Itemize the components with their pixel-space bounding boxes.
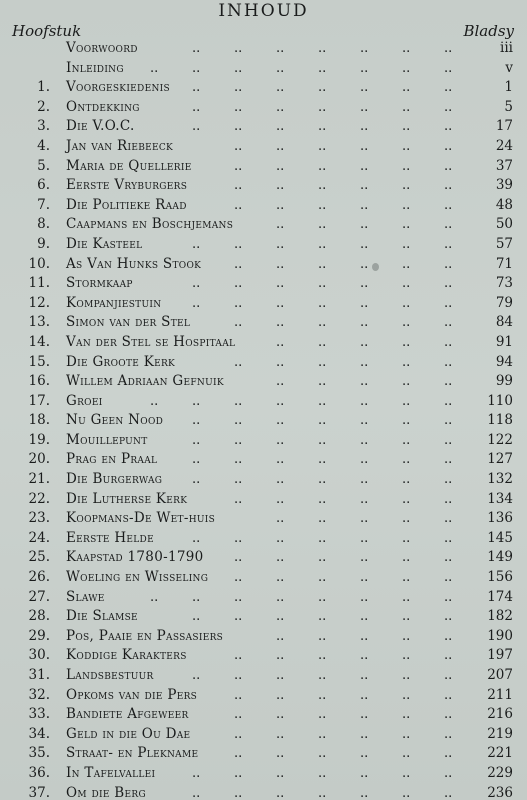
chapter-number: 25. <box>28 549 50 566</box>
dot-leader: .. .. .. .. .. .. <box>234 491 452 507</box>
page-number: 221 <box>487 745 513 762</box>
page-number: 136 <box>487 510 513 527</box>
chapter-number: 23. <box>28 510 50 527</box>
toc-row <box>0 196 527 216</box>
page-number: 236 <box>487 784 513 800</box>
page-number: 207 <box>487 667 513 683</box>
chapter-title: Inleiding <box>66 59 124 76</box>
dot-leader: .. .. .. .. .. <box>276 334 452 350</box>
chapter-number: 24. <box>28 529 50 546</box>
chapter-title: Maria de Quellerie <box>66 157 192 174</box>
dot-leader: .. .. .. .. .. .. <box>234 138 452 154</box>
chapter-number: 14. <box>28 333 50 350</box>
toc-row <box>0 450 527 470</box>
toc-row <box>0 764 527 784</box>
dot-leader: .. .. .. .. .. .. <box>234 746 452 762</box>
page-number: 118 <box>487 412 513 429</box>
dot-leader: .. .. .. .. .. .. .. <box>192 609 452 625</box>
toc-row <box>0 588 527 608</box>
dot-leader: .. .. .. .. .. .. .. <box>192 452 452 468</box>
chapter-title: Die Lutherse Kerk <box>66 490 188 507</box>
page-number: 99 <box>495 373 513 390</box>
chapter-number: 32. <box>28 686 50 703</box>
dot-leader: .. .. .. .. .. .. .. <box>192 295 452 311</box>
page-number: 132 <box>487 471 513 488</box>
chapter-title: Groei <box>66 392 103 409</box>
page-number: 79 <box>495 294 513 311</box>
toc-row <box>0 411 527 431</box>
chapter-number: 28. <box>28 608 50 625</box>
dot-leader: .. .. .. .. .. .. <box>234 726 452 742</box>
page-number: 91 <box>495 333 513 350</box>
toc-row <box>0 529 527 549</box>
dot-leader: .. .. .. .. .. .. <box>234 570 452 586</box>
chapter-title: Die Groote Kerk <box>66 353 176 370</box>
toc-row <box>0 294 527 314</box>
dot-leader: .. .. .. .. .. .. .. <box>192 472 452 488</box>
page-number: 182 <box>487 608 513 625</box>
page-number: 174 <box>487 588 513 605</box>
chapter-title: Geld in die Ou Dae <box>66 725 191 742</box>
toc-row <box>0 274 527 294</box>
page-number: 211 <box>487 686 513 703</box>
page-number: 134 <box>487 490 513 507</box>
dot-leader: .. .. .. .. .. .. .. <box>192 80 452 96</box>
page-number: 50 <box>495 216 513 233</box>
toc-row <box>0 372 527 392</box>
page-number: 37 <box>495 157 513 174</box>
chapter-number: 27. <box>28 588 50 605</box>
chapter-number: 16. <box>28 373 50 390</box>
chapter-title: Die Slamse <box>66 608 138 625</box>
paper-stain <box>372 263 379 271</box>
toc-row <box>0 176 527 196</box>
toc-row <box>0 744 527 764</box>
chapter-title: Jan van Riebeeck <box>66 137 174 154</box>
dot-leader: .. .. .. .. .. .. .. .. <box>150 393 452 409</box>
dot-leader: .. .. .. .. .. .. <box>234 550 452 566</box>
dot-leader: .. .. .. .. .. .. <box>234 707 452 723</box>
page-number: iii <box>500 40 513 56</box>
page-number: 149 <box>487 549 513 566</box>
chapter-title: Prag en Praal <box>66 451 158 468</box>
chapter-number: 6. <box>37 177 50 194</box>
chapter-number: 3. <box>37 118 50 135</box>
page-number: 39 <box>495 177 513 194</box>
dot-leader: .. .. .. .. .. .. <box>234 687 452 703</box>
dot-leader: .. .. .. .. .. <box>276 511 452 527</box>
toc-row <box>0 607 527 627</box>
chapter-title: Pos, Paaie en Passasiers <box>66 627 224 644</box>
page-number: 190 <box>487 627 513 644</box>
page-number: 94 <box>495 353 513 370</box>
chapter-title: Die Kasteel <box>66 235 143 252</box>
dot-leader: .. .. .. .. .. .. <box>234 158 452 174</box>
toc-row <box>0 137 527 157</box>
chapter-number: 15. <box>28 353 50 370</box>
dot-leader: .. .. .. .. .. .. <box>234 178 452 194</box>
chapter-number: 9. <box>37 235 50 252</box>
chapter-title: As Van Hunks Stook <box>66 255 202 272</box>
chapter-title: Koopmans-De Wet-huis <box>66 510 216 527</box>
chapter-title: Slawe <box>66 588 105 605</box>
dot-leader: .. .. .. .. .. .. .. <box>192 236 452 252</box>
chapter-number: 36. <box>28 764 50 781</box>
toc-row <box>0 98 527 118</box>
dot-leader: .. .. .. .. .. .. <box>234 354 452 370</box>
chapter-title: Landsbestuur <box>66 667 154 683</box>
dot-leader: .. .. .. .. .. <box>276 628 452 644</box>
chapter-title: Koddige Karakters <box>66 647 187 664</box>
toc-row <box>0 215 527 235</box>
chapter-column-header: Hoofstuk <box>12 22 82 40</box>
page-number: 122 <box>487 431 513 448</box>
chapter-number: 33. <box>28 706 50 723</box>
dot-leader: .. .. .. .. .. .. .. .. <box>150 589 452 605</box>
chapter-number: 31. <box>28 667 50 683</box>
toc-row <box>0 117 527 137</box>
chapter-title: Stormkaap <box>66 275 133 292</box>
chapter-title: Voorgeskiedenis <box>66 79 170 96</box>
page-number: 156 <box>487 569 513 586</box>
chapter-number: 30. <box>28 647 50 664</box>
page-number: 1 <box>504 79 513 96</box>
dot-leader: .. .. .. .. .. .. .. <box>192 413 452 429</box>
table-of-contents <box>0 39 527 800</box>
chapter-title: Woeling en Wisseling <box>66 569 209 586</box>
chapter-number: 17. <box>28 392 50 409</box>
toc-row <box>0 686 527 706</box>
chapter-title: Eerste Vryburgers <box>66 177 188 194</box>
toc-row <box>0 255 527 275</box>
dot-leader: .. .. .. .. .. .. <box>234 648 452 664</box>
chapter-title: Caapmans en Boschjemans <box>66 216 234 233</box>
chapter-title: Bandiete Afgeweer <box>66 706 189 723</box>
page-number: 57 <box>495 235 513 252</box>
page-number: 216 <box>487 706 513 723</box>
toc-row <box>0 627 527 647</box>
chapter-title: Eerste Helde <box>66 529 154 546</box>
chapter-number: 29. <box>28 627 50 644</box>
chapter-title: Voorwoord <box>66 40 138 56</box>
dot-leader: .. .. .. .. .. .. .. <box>192 668 452 683</box>
chapter-number: 22. <box>28 490 50 507</box>
toc-row <box>0 157 527 177</box>
chapter-number: 4. <box>37 137 50 154</box>
page-number: 110 <box>487 392 513 409</box>
chapter-number: 5. <box>37 157 50 174</box>
chapter-title: Die Politieke Raad <box>66 196 187 213</box>
chapter-title: In Tafelvallei <box>66 764 156 781</box>
chapter-number: 1. <box>37 79 50 96</box>
chapter-number: 12. <box>28 294 50 311</box>
toc-row <box>0 725 527 745</box>
chapter-number: 35. <box>28 745 50 762</box>
chapter-number: 19. <box>28 431 50 448</box>
page-number: 71 <box>495 255 513 272</box>
page-column-header: Bladsy <box>463 22 514 40</box>
page-number: 48 <box>495 196 513 213</box>
chapter-number: 10. <box>28 255 50 272</box>
toc-row <box>0 470 527 490</box>
dot-leader: .. .. .. .. .. .. .. <box>192 119 452 135</box>
page-number: 127 <box>487 451 513 468</box>
dot-leader: .. .. .. .. .. .. .. .. <box>150 60 452 76</box>
chapter-title: Kaapstad 1780-1790 <box>66 549 204 566</box>
dot-leader: .. .. .. .. .. .. .. <box>192 99 452 115</box>
chapter-title: Nu Geen Nood <box>66 412 164 429</box>
chapter-number: 20. <box>28 451 50 468</box>
toc-row <box>0 666 527 686</box>
toc-row <box>0 490 527 510</box>
toc-row <box>0 235 527 255</box>
page-number: 229 <box>487 764 513 781</box>
chapter-title: Die Burgerwag <box>66 471 163 488</box>
chapter-number: 18. <box>28 412 50 429</box>
dot-leader: .. .. .. .. .. <box>276 374 452 390</box>
dot-leader: .. .. .. .. .. <box>276 217 452 233</box>
dot-leader: .. .. .. .. .. .. .. <box>192 276 452 292</box>
toc-row <box>0 431 527 451</box>
chapter-title: Simon van der Stel <box>66 314 191 331</box>
page-number: 197 <box>487 647 513 664</box>
chapter-number: 13. <box>28 314 50 331</box>
page-number: 84 <box>495 314 513 331</box>
chapter-title: Willem Adriaan Gefnuik <box>66 373 224 390</box>
chapter-title: Kompanjiestuin <box>66 294 162 311</box>
chapter-number: 37. <box>28 784 50 800</box>
dot-leader: .. .. .. .. .. .. <box>234 197 452 213</box>
chapter-title: Die V.O.C. <box>66 118 135 135</box>
chapter-title: Van der Stel se Hospitaal <box>66 333 236 350</box>
chapter-number: 21. <box>28 471 50 488</box>
toc-row <box>0 392 527 412</box>
chapter-title: Om die Berg <box>66 784 146 800</box>
chapter-number: 26. <box>28 569 50 586</box>
page-number: 17 <box>495 118 513 135</box>
page-number: v <box>505 59 513 76</box>
chapter-number: 8. <box>37 216 50 233</box>
toc-row <box>0 568 527 588</box>
dot-leader: .. .. .. .. .. .. .. <box>192 765 452 781</box>
toc-row <box>0 39 527 59</box>
toc-row <box>0 705 527 725</box>
chapter-number: 2. <box>37 98 50 115</box>
page-number: 219 <box>487 725 513 742</box>
dot-leader: .. .. .. .. .. .. .. <box>192 432 452 448</box>
dot-leader: .. .. .. .. .. .. <box>234 315 452 331</box>
page-number: 5 <box>504 98 513 115</box>
dot-leader: .. .. .. .. .. .. .. <box>192 41 452 56</box>
dot-leader: .. .. .. .. .. .. .. <box>192 785 452 800</box>
toc-row <box>0 78 527 98</box>
toc-row <box>0 646 527 666</box>
chapter-number: 7. <box>37 196 50 213</box>
dot-leader: .. .. .. .. .. .. .. <box>192 530 452 546</box>
page-number: 24 <box>495 137 513 154</box>
chapter-title: Opkoms van die Pers <box>66 686 198 703</box>
toc-row <box>0 353 527 373</box>
page-number: 73 <box>495 275 513 292</box>
toc-row <box>0 509 527 529</box>
chapter-number: 11. <box>28 275 50 292</box>
dot-leader: .. .. .. .. .. .. <box>234 256 452 272</box>
chapter-title: Straat- en Plekname <box>66 745 199 762</box>
chapter-number: 34. <box>28 725 50 742</box>
toc-row <box>0 333 527 353</box>
chapter-title: Ontdekking <box>66 98 140 115</box>
toc-row <box>0 313 527 333</box>
toc-row <box>0 548 527 568</box>
page-title: INHOUD <box>218 1 309 21</box>
chapter-title: Mouillepunt <box>66 431 148 448</box>
toc-row <box>0 784 527 800</box>
page-number: 145 <box>487 529 513 546</box>
toc-row <box>0 59 527 79</box>
